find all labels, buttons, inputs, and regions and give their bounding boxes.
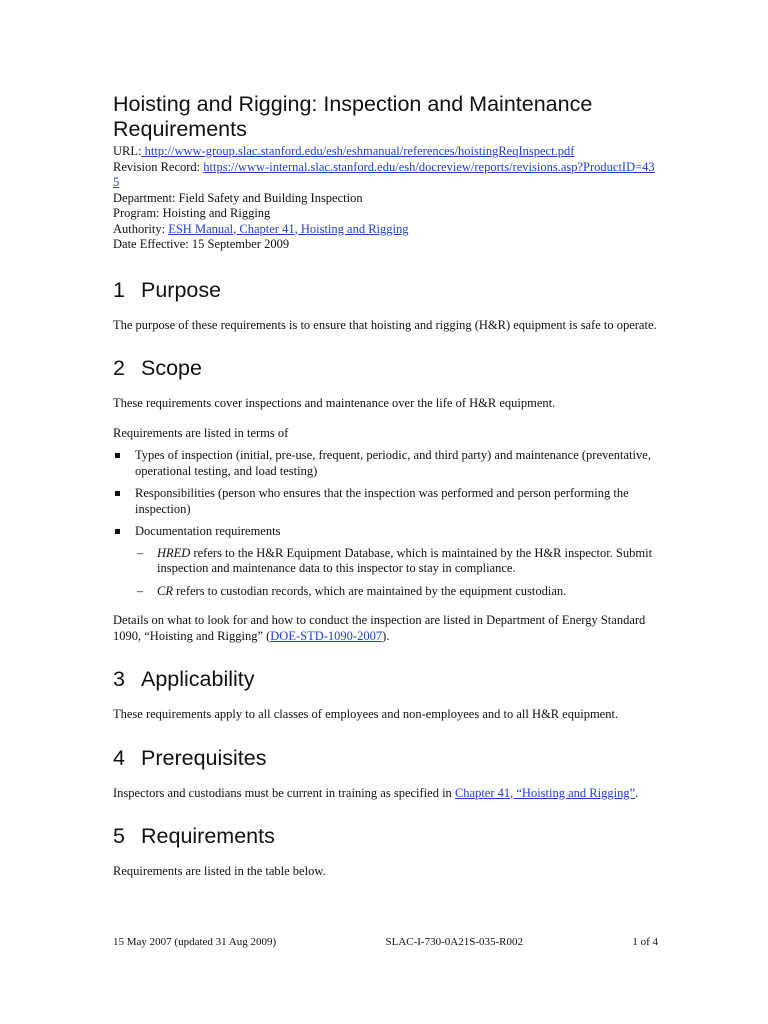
- section-title: Applicability: [141, 667, 255, 691]
- scope-bullet-list: [113, 448, 658, 540]
- authority-link[interactable]: ESH Manual, Chapter 41, Hoisting and Rigging: [168, 221, 409, 236]
- page-footer: [113, 935, 658, 949]
- revision-link[interactable]: https://www-internal.slac.stanford.edu/esh/docreview/reports/revisions.asp?ProductID=435: [113, 159, 655, 189]
- footer-date: 15 May 2007 (updated 31 Aug 2009): [113, 936, 277, 948]
- revision-label: Revision Record:: [113, 159, 204, 174]
- authority-line: [113, 222, 658, 238]
- list-item: Types of inspection (initial, pre-use, frequent, periodic, and third party) and maintenance (preventative, operational testing, and load testing): [113, 448, 658, 479]
- url-line: [113, 144, 658, 160]
- section-heading-scope: [113, 355, 658, 381]
- section-title: Prerequisites: [141, 745, 267, 770]
- list-item: Documentation requirements: [113, 524, 658, 540]
- section-number: 3: [113, 667, 125, 691]
- section-title: Requirements: [141, 824, 275, 848]
- section-title: Scope: [141, 356, 202, 380]
- chapter-41-link[interactable]: Chapter 41, “Hoisting and Rigging”: [454, 785, 636, 800]
- section-heading-requirements: [113, 823, 658, 849]
- revision-line: [113, 160, 658, 191]
- section-number: 5: [113, 824, 125, 848]
- section-title: Purpose: [141, 277, 222, 302]
- section-heading-prerequisites: [113, 745, 658, 771]
- applicability-text: These requirements apply to all classes of employees and non-employees and to all H&R equipment.: [113, 707, 619, 721]
- page-title: Hoisting and Rigging: Inspection and Maintenance Requirements: [113, 92, 593, 141]
- purpose-text: The purpose of these requirements is to ensure that hoisting and rigging (H&R) equipment is safe to operate.: [113, 317, 657, 332]
- list-item-cr: – CR refers to custodian records, which are maintained by the equipment custodian.: [135, 584, 658, 600]
- prerequisites-text: Inspectors and custodians must be current in training as specified in Chapter 41, “Hoisting and Rigging”.: [113, 785, 639, 800]
- program-line: Program: Hoisting and Rigging: [113, 206, 271, 220]
- section-number: 4: [113, 745, 125, 770]
- authority-label: Authority:: [113, 221, 169, 236]
- list-item-hred: – HRED refers to the H&R Equipment Database, which is maintained by the H&R inspector. Submit inspection and maintenance data to this inspector to stay in compliance.: [135, 546, 658, 577]
- section-number: 1: [113, 277, 125, 302]
- date-effective-line: Date Effective: 15 September 2009: [113, 237, 290, 251]
- scope-paragraph: These requirements cover inspections and maintenance over the life of H&R equipment.: [113, 396, 556, 410]
- section-number: 2: [113, 356, 125, 380]
- document-metadata: [113, 144, 658, 253]
- scope-details-paragraph: Details on what to look for and how to conduct the inspection are listed in Department of Energy Standard 1090, “Hoisting and Rigging” (DOE-STD-1090-2007).: [113, 613, 646, 643]
- scope-paragraph: Requirements are listed in terms of: [113, 425, 289, 440]
- section-heading-applicability: [113, 666, 658, 692]
- url-link[interactable]: http://www-group.slac.stanford.edu/esh/eshmanual/references/hoistingReqInspect.pdf: [141, 144, 575, 158]
- documentation-sub-list: [113, 546, 658, 600]
- list-item: Responsibilities (person who ensures that the inspection was performed and person performing the inspection): [113, 486, 658, 517]
- url-label: URL:: [113, 144, 142, 158]
- footer-page-number: 1 of 4: [632, 936, 658, 948]
- document-page: [113, 92, 658, 880]
- cr-term: CR: [157, 583, 173, 598]
- hred-term: HRED: [157, 545, 191, 560]
- section-heading-purpose: [113, 277, 658, 303]
- doe-standard-link[interactable]: DOE-STD-1090-2007: [270, 628, 383, 643]
- footer-doc-id: SLAC-I-730-0A21S-035-R002: [385, 936, 523, 948]
- department-line: Department: Field Safety and Building Inspection: [113, 190, 363, 205]
- requirements-text: Requirements are listed in the table below.: [113, 864, 326, 878]
